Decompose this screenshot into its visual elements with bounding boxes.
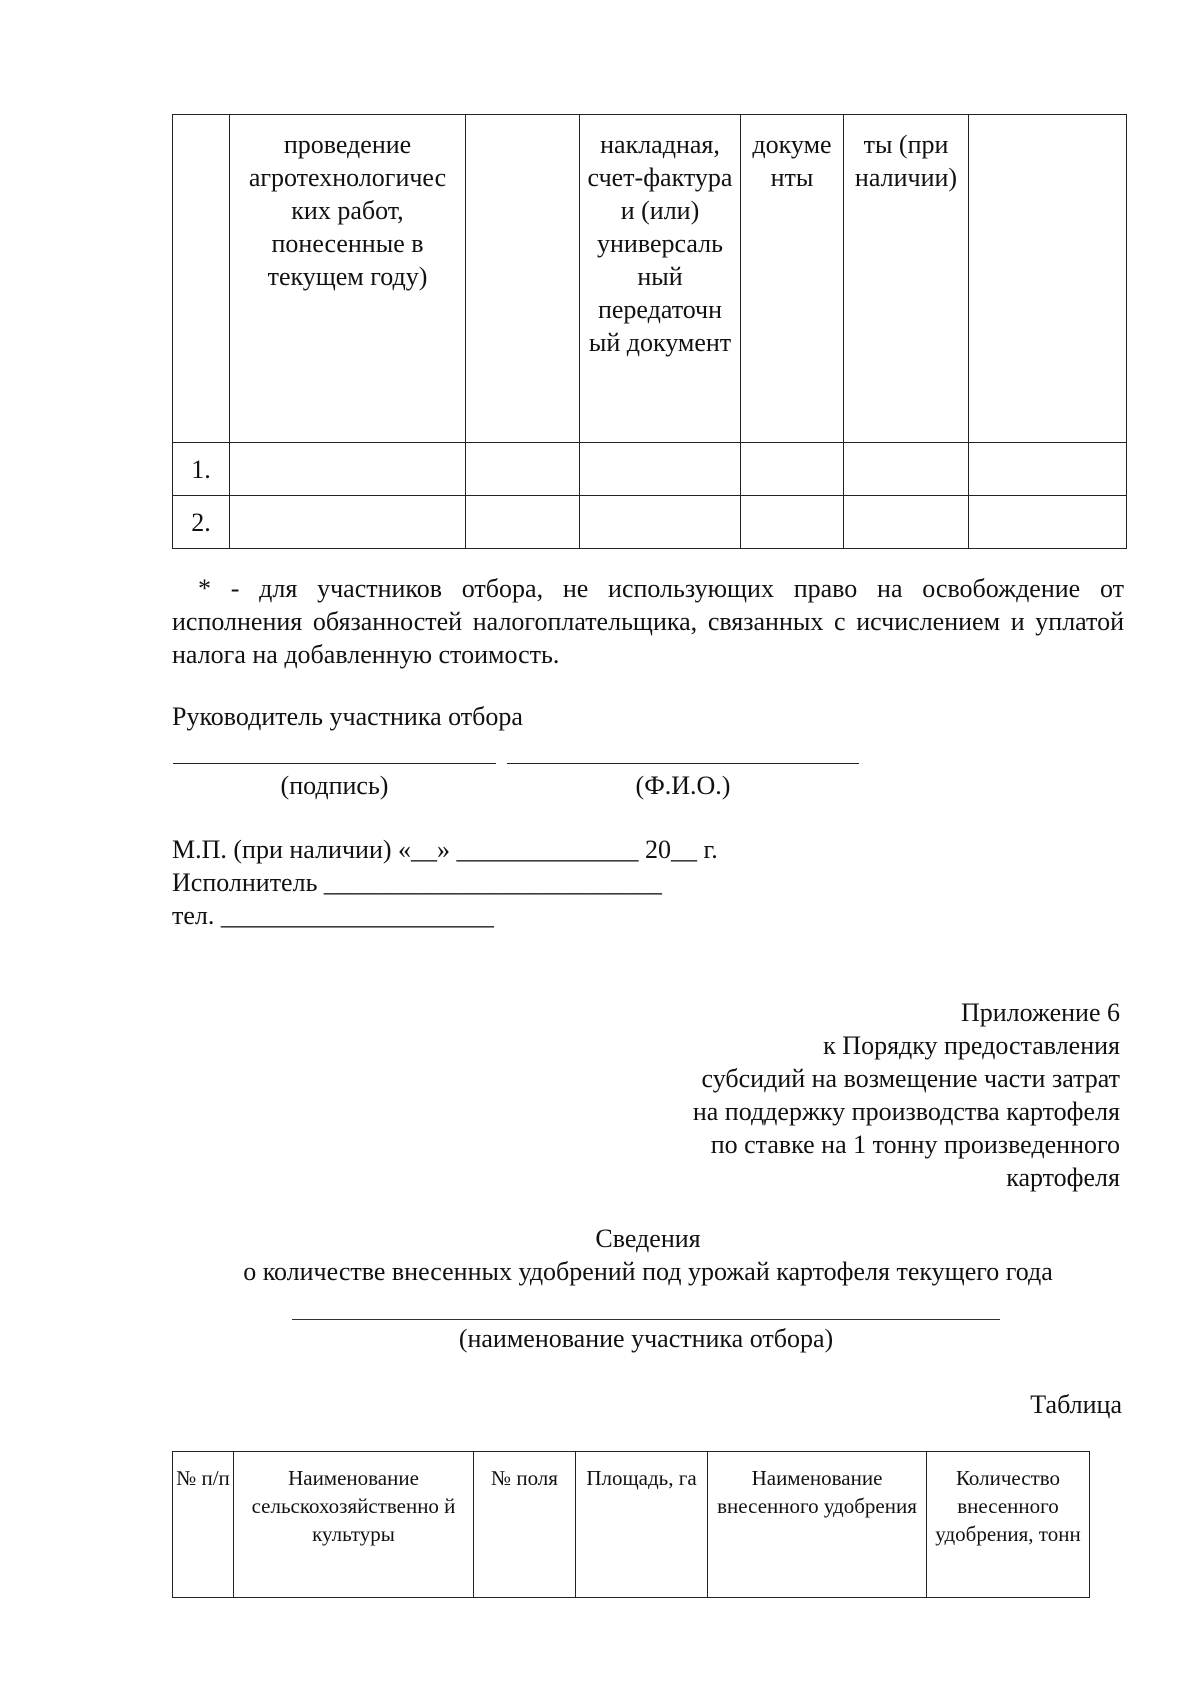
fertilizer-table	[172, 1451, 1090, 1598]
appendix-line: картофеля	[1006, 1163, 1120, 1192]
table-cell	[741, 443, 844, 496]
document-subtitle: о количестве внесенных удобрений под урожай картофеля текущего года	[243, 1257, 1053, 1286]
header-cell-crop: Наименование сельскохозяйственно й культуры	[234, 1452, 474, 1598]
phone-line: тел. _____________________	[172, 901, 494, 930]
name-line	[507, 763, 859, 764]
table-cell	[969, 496, 1127, 549]
appendix-block	[560, 996, 1120, 1194]
table-row	[173, 496, 1127, 549]
fertilizer-table-header-row	[173, 1452, 1090, 1598]
table-cell	[466, 496, 580, 549]
top-table-header-row	[173, 115, 1127, 443]
top-table-header-cell	[969, 115, 1127, 443]
top-table-header-cell: накладная, счет-фактура и (или) универсаль ный передаточн ый документ	[580, 115, 741, 443]
header-cell-quantity: Количество внесенного удобрения, тонн	[927, 1452, 1090, 1598]
table-cell	[580, 443, 741, 496]
table-cell	[844, 496, 969, 549]
table-cell	[466, 443, 580, 496]
participant-line	[292, 1319, 1000, 1320]
appendix-line: субсидий на возмещение части затрат	[701, 1064, 1120, 1093]
table-cell	[844, 443, 969, 496]
head-label: Руководитель участника отбора	[172, 702, 523, 731]
row-number: 2.	[173, 496, 230, 549]
executor-line: Исполнитель __________________________	[172, 868, 662, 897]
top-table-header-cell: проведение агротехнологичес ких работ, понесенные в текущем году)	[230, 115, 466, 443]
appendix-line: к Порядку предоставления	[823, 1031, 1120, 1060]
top-table	[172, 114, 1127, 549]
footnote: * - для участников отбора, не использующих право на освобождение от исполнения обязанностей налогоплательщика, связанных с исчислением и уплатой налога на добавленную стоимость.	[172, 574, 1124, 669]
appendix-line: по ставке на 1 тонну произведенного	[710, 1130, 1120, 1159]
document-title: Сведения	[595, 1224, 701, 1253]
table-label: Таблица	[1030, 1390, 1122, 1419]
header-cell-number: № п/п	[173, 1452, 234, 1598]
stamp-line: М.П. (при наличии) «__» ______________ 20__ г.	[172, 835, 718, 864]
table-cell	[741, 496, 844, 549]
signature-line	[173, 763, 496, 764]
row-number: 1.	[173, 443, 230, 496]
appendix-line: на поддержку производства картофеля	[692, 1097, 1120, 1126]
header-cell-field: № поля	[474, 1452, 576, 1598]
table-cell	[969, 443, 1127, 496]
signature-caption: (подпись)	[280, 771, 389, 800]
header-cell-fertilizer: Наименование внесенного удобрения	[708, 1452, 927, 1598]
top-table-header-cell	[466, 115, 580, 443]
top-table-header-cell: докуме нты	[741, 115, 844, 443]
table-cell	[580, 496, 741, 549]
top-table-header-cell	[173, 115, 230, 443]
header-cell-area: Площадь, га	[576, 1452, 708, 1598]
table-cell	[230, 496, 466, 549]
appendix-line: Приложение 6	[960, 998, 1120, 1027]
participant-caption: (наименование участника отбора)	[458, 1324, 834, 1353]
table-row	[173, 443, 1127, 496]
name-caption: (Ф.И.О.)	[635, 771, 731, 800]
table-cell	[230, 443, 466, 496]
top-table-header-cell: ты (при наличии)	[844, 115, 969, 443]
